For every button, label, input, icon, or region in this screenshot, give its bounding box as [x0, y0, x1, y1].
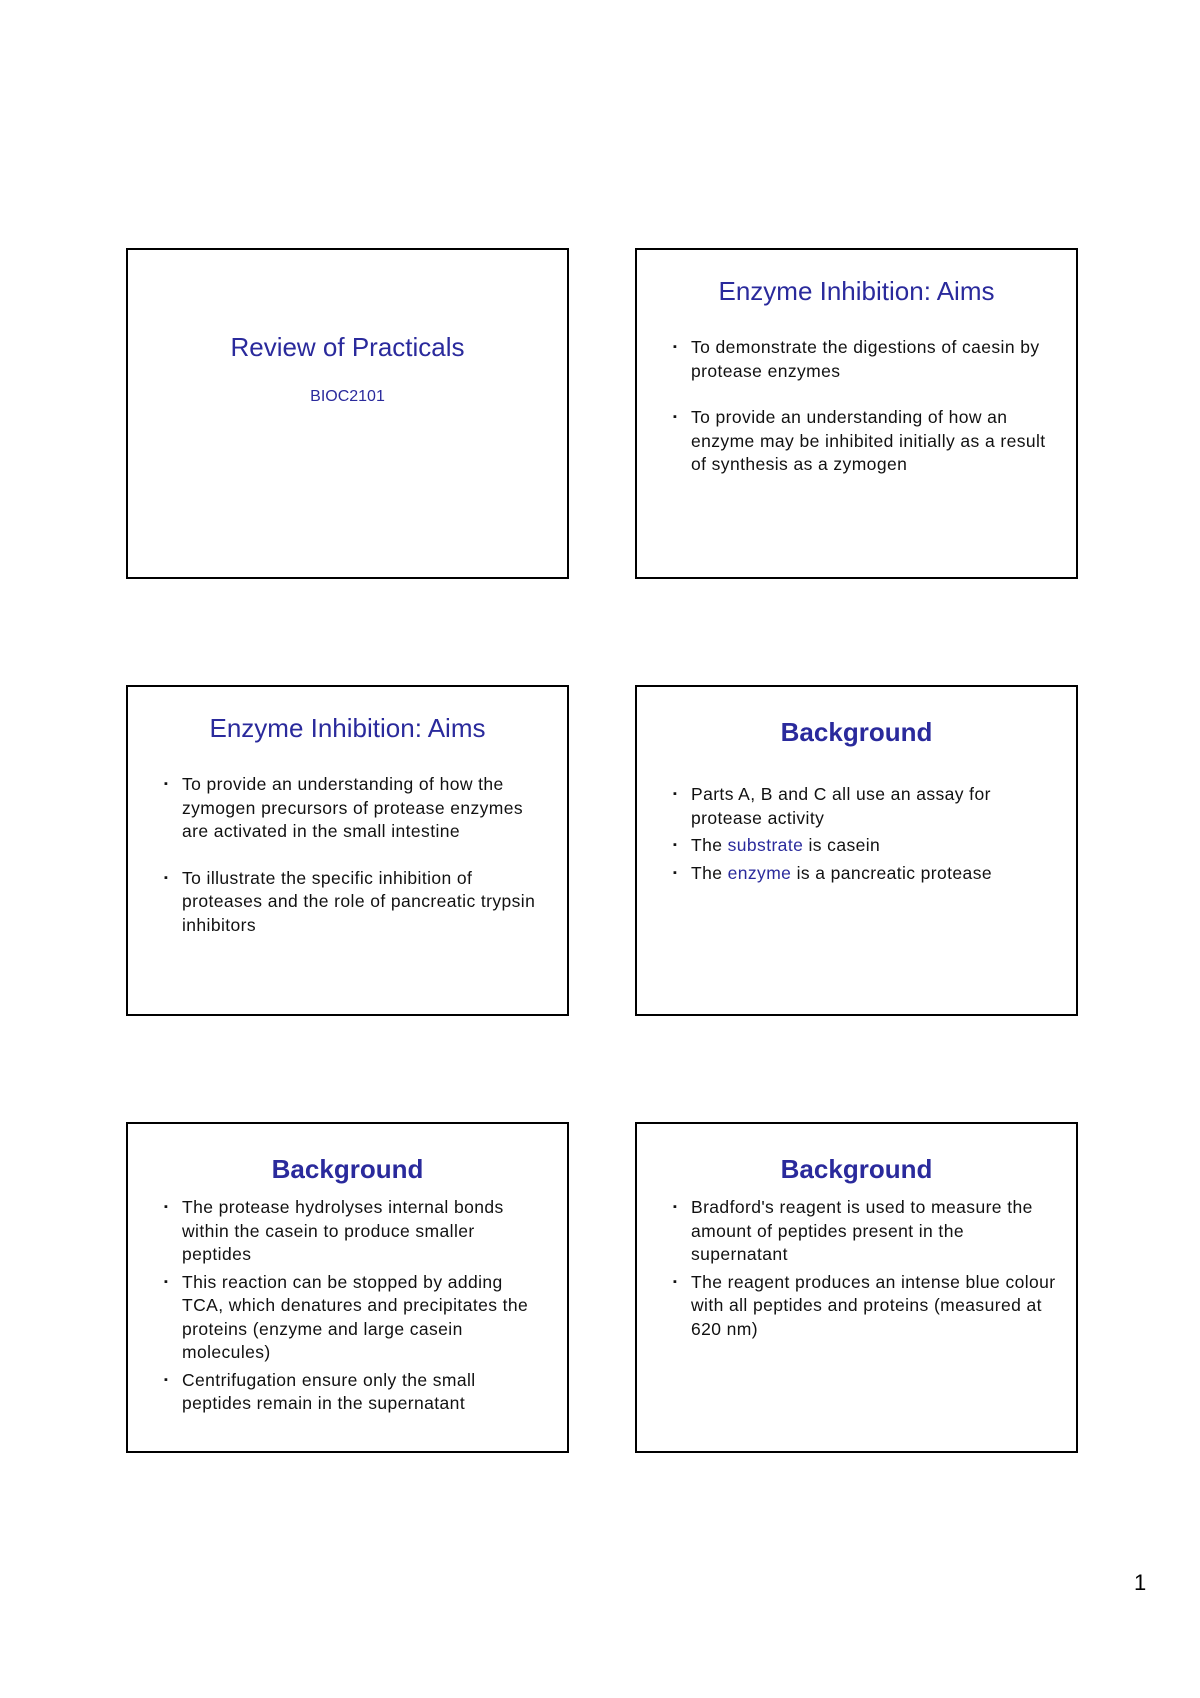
slide-title: Enzyme Inhibition: Aims: [209, 713, 486, 743]
list-item: ▪ To provide an understanding of how the zymogen precursors of protease enzymes are activated in the small intestine: [164, 774, 524, 841]
list-item: ▪ The enzyme is a pancreatic protease: [673, 862, 1056, 886]
bullet-icon: ▪: [164, 1201, 169, 1213]
slide-subtitle: BIOC2101: [310, 388, 385, 405]
bullet-icon: ▪: [673, 839, 678, 851]
bullet-icon: ▪: [673, 866, 678, 879]
slide-1: [126, 248, 569, 579]
list-item: ▪ To illustrate the specific inhibition of proteases and the role of pancreatic trypsin inhibitors: [164, 867, 536, 935]
highlight-term: substrate: [727, 835, 804, 855]
bullet-icon: ▪: [673, 411, 678, 423]
list-item: ▪ This reaction can be stopped by adding TCA, which denatures and precipitates the proteins (enzyme and large casein molecules): [164, 1271, 529, 1362]
slide-6: [635, 1122, 1078, 1453]
bullet-list: [673, 783, 1056, 889]
bullet-icon: ▪: [164, 778, 169, 790]
bullet-icon: ▪: [673, 341, 678, 353]
list-item: ▪ The reagent produces an intense blue colour with all peptides and proteins (measured at 620 nm): [673, 1271, 1056, 1339]
bullet-list: [673, 336, 1056, 500]
bullet-list: [673, 1196, 1056, 1345]
bullet-icon: ▪: [164, 871, 169, 884]
slide-3: [126, 685, 569, 1016]
slide-4: [635, 685, 1078, 1016]
slide-title: Review of Practicals: [230, 332, 465, 362]
list-item: ▪ The substrate is casein: [673, 834, 1056, 858]
slide-title: Background: [271, 1154, 424, 1184]
slide-5: [126, 1122, 569, 1453]
list-item: ▪ To provide an understanding of how an enzyme may be inhibited initially as a result of synthesis as a zymogen: [673, 407, 1046, 474]
bullet-icon: ▪: [673, 1275, 678, 1288]
list-item: ▪ Centrifugation ensure only the small peptides remain in the supernatant: [164, 1369, 476, 1413]
slide-2: [635, 248, 1078, 579]
bullet-icon: ▪: [164, 1373, 169, 1386]
list-item: ▪ To demonstrate the digestions of caesin by protease enzymes: [673, 337, 1040, 381]
bullet-list: [164, 1196, 547, 1420]
slide-title: Background: [780, 717, 933, 747]
list-item: ▪ Parts A, B and C all use an assay for protease activity: [673, 784, 991, 828]
page-number: 1: [1134, 1570, 1147, 1595]
list-item: ▪ The protease hydrolyses internal bonds within the casein to produce smaller peptides: [164, 1197, 504, 1264]
bullet-icon: ▪: [673, 1201, 678, 1213]
bullet-list: [164, 773, 547, 960]
highlight-term: enzyme: [727, 862, 792, 883]
list-item: ▪ Bradford's reagent is used to measure the amount of peptides present in the supernatant: [673, 1197, 1033, 1264]
slide-title: Enzyme Inhibition: Aims: [718, 276, 995, 306]
bullet-icon: ▪: [673, 788, 678, 800]
slide-title: Background: [780, 1154, 933, 1184]
bullet-icon: ▪: [164, 1275, 169, 1288]
